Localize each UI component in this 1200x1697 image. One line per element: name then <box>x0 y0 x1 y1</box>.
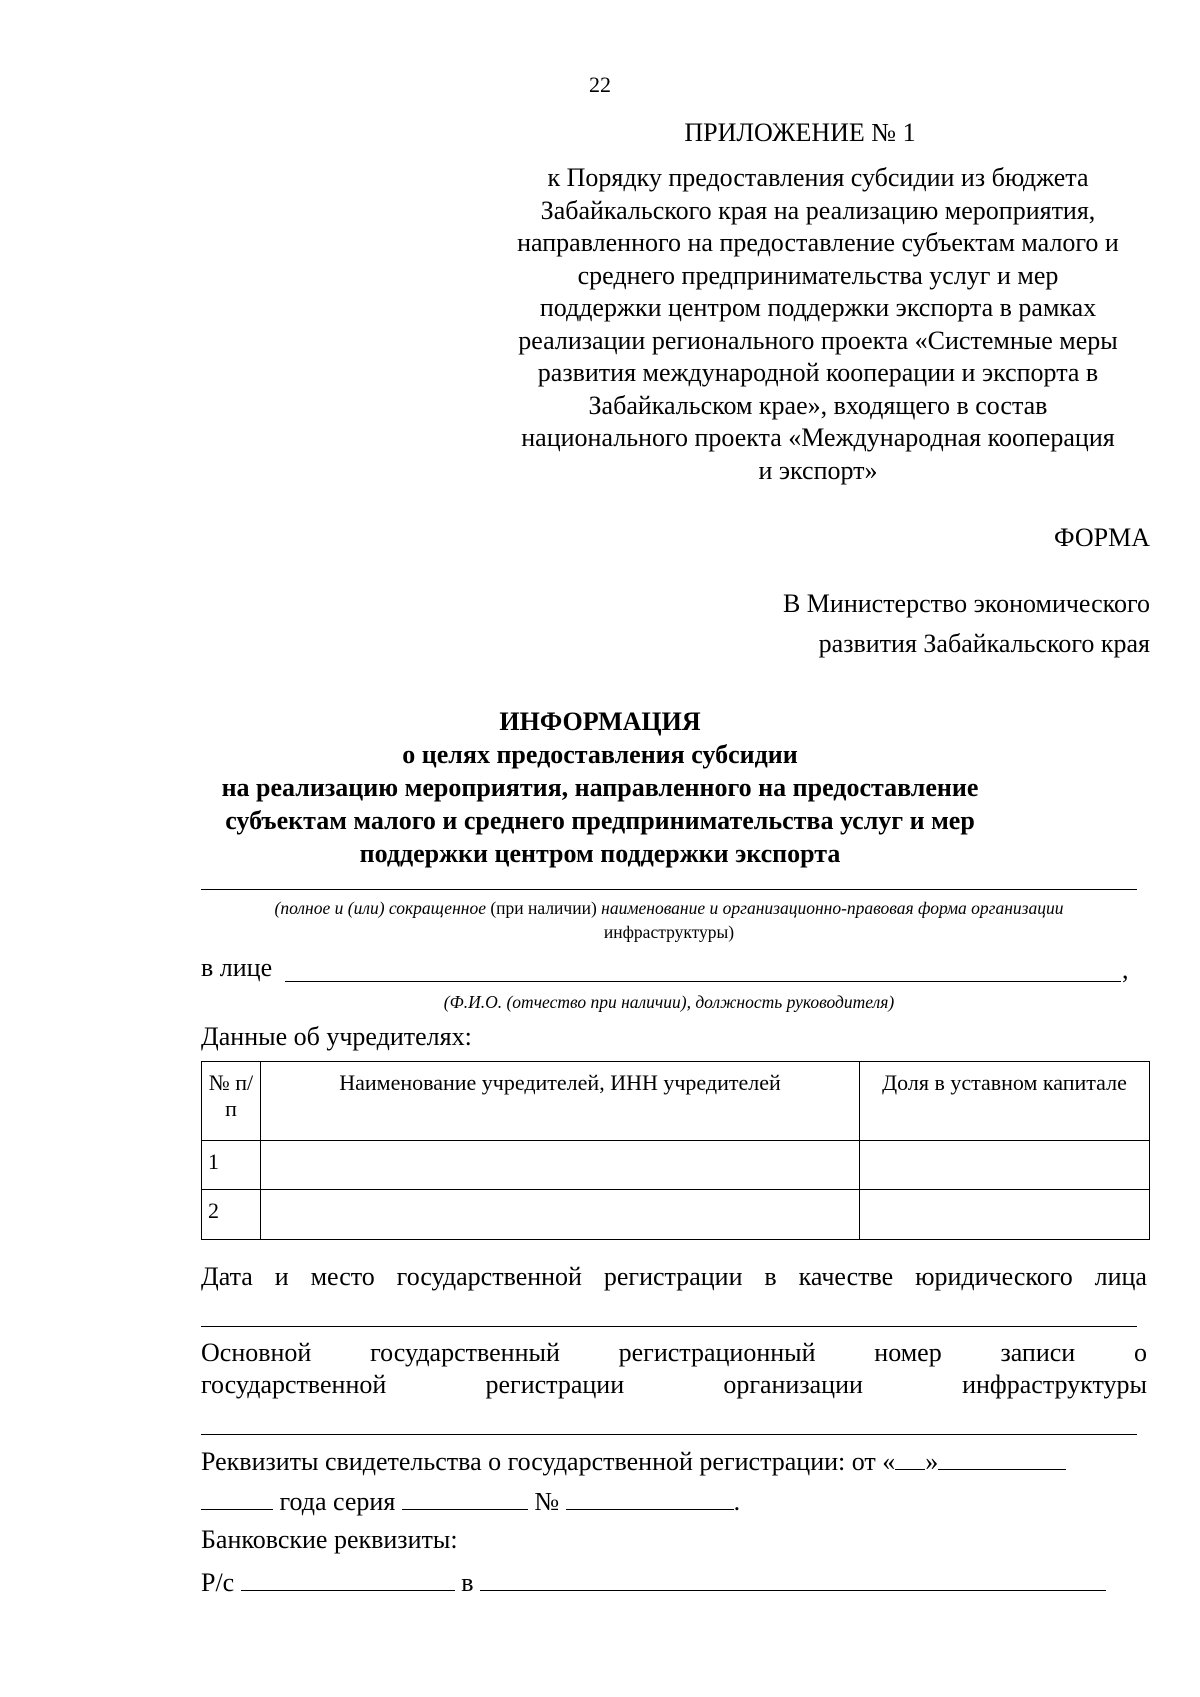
document-title-line: поддержки центром поддержки экспорта <box>359 839 841 868</box>
appendix-subtitle-line: развития международной кооперации и экспорта в <box>537 358 1099 387</box>
certificate-year-series-line: года серия № . <box>201 1485 740 1517</box>
appendix-subtitle-line: и экспорт» <box>758 455 878 485</box>
capital-share-cell[interactable] <box>860 1141 1150 1190</box>
header-capital-share: Доля в уставном капитале <box>860 1062 1150 1141</box>
founder-name-cell[interactable] <box>261 1190 860 1240</box>
row-number: 1 <box>202 1141 261 1190</box>
appendix-subtitle-line: национального проекта «Международная кооперация <box>521 423 1115 452</box>
ogrn-label-line1: Основной государственный регистрационный номер записи о <box>201 1338 1147 1367</box>
certificate-number-field[interactable] <box>566 1485 734 1510</box>
certificate-month-field[interactable] <box>938 1445 1066 1470</box>
certificate-year-field[interactable] <box>201 1485 273 1510</box>
document-title-line: на реализацию мероприятия, направленного на предоставление <box>221 773 979 802</box>
appendix-subtitle-line: к Порядку предоставления субсидии из бюджета <box>547 163 1089 192</box>
appendix-subtitle-line: направленного на предоставление субъектам малого и <box>517 228 1119 257</box>
document-title-line: субъектам малого и среднего предпринимательства услуг и мер <box>225 806 975 835</box>
table-row <box>202 1190 1150 1240</box>
bank-account-line: Р/с в <box>201 1566 1106 1598</box>
table-row <box>202 1141 1150 1190</box>
document-title-line: о целях предоставления субсидии <box>402 740 798 769</box>
header-founder-name: Наименование учредителей, ИНН учредителей <box>261 1062 860 1141</box>
founders-table <box>201 1061 1150 1240</box>
appendix-title: ПРИЛОЖЕНИЕ № 1 <box>684 118 916 147</box>
appendix-subtitle-line: реализации регионального проекта «Системные меры <box>518 325 1118 355</box>
appendix-subtitle <box>478 162 1158 487</box>
org-name-hint: (полное и (или) сокращенное (при наличии) наименование и организационно-правовая форма организации инфраструктуры) <box>274 898 1064 942</box>
page-number: 22 <box>589 72 611 97</box>
certificate-series-field[interactable] <box>402 1485 528 1510</box>
ogrn-label-line2: государственной регистрации организации инфраструктуры <box>201 1370 1147 1399</box>
row-number: 2 <box>202 1190 261 1240</box>
form-label: ФОРМА <box>1054 523 1150 552</box>
founders-heading: Данные об учредителях: <box>201 1022 472 1051</box>
registration-date-place-label: Дата и место государственной регистрации в качестве юридического лица <box>201 1262 1147 1291</box>
addressee-line: В Министерство экономического <box>782 589 1150 618</box>
document-title-line: ИНФОРМАЦИЯ <box>499 707 701 736</box>
founder-name-cell[interactable] <box>261 1141 860 1190</box>
certificate-label: Реквизиты свидетельства о государственной регистрации: от « » <box>201 1445 1066 1477</box>
person-label: в лице <box>201 953 273 982</box>
addressee-line: развития Забайкальского края <box>818 629 1150 658</box>
bank-name-field[interactable] <box>480 1566 1106 1591</box>
appendix-subtitle-line: Забайкальском крае», входящего в состав <box>588 390 1048 420</box>
appendix-subtitle-line: поддержки центром поддержки экспорта в рамках <box>539 293 1097 322</box>
person-hint: (Ф.И.О. (отчество при наличии), должность руководителя) <box>443 992 895 1012</box>
ogrn-line[interactable] <box>201 1434 1137 1435</box>
document-title <box>180 705 1020 870</box>
org-name-line[interactable] <box>201 889 1137 890</box>
person-comma: , <box>1122 955 1129 984</box>
appendix-subtitle-line: среднего предпринимательства услуг и мер <box>577 260 1059 290</box>
bank-heading: Банковские реквизиты: <box>201 1525 458 1554</box>
certificate-day-field[interactable] <box>895 1445 925 1470</box>
founders-table-header <box>202 1062 1150 1141</box>
capital-share-cell[interactable] <box>860 1190 1150 1240</box>
header-number: № п/п <box>202 1062 261 1141</box>
appendix-subtitle-line: Забайкальского края на реализацию мероприятия, <box>540 195 1096 225</box>
registration-date-place-line[interactable] <box>201 1326 1137 1327</box>
bank-account-field[interactable] <box>241 1566 455 1591</box>
addressee <box>630 584 1150 664</box>
person-line[interactable] <box>285 981 1121 982</box>
